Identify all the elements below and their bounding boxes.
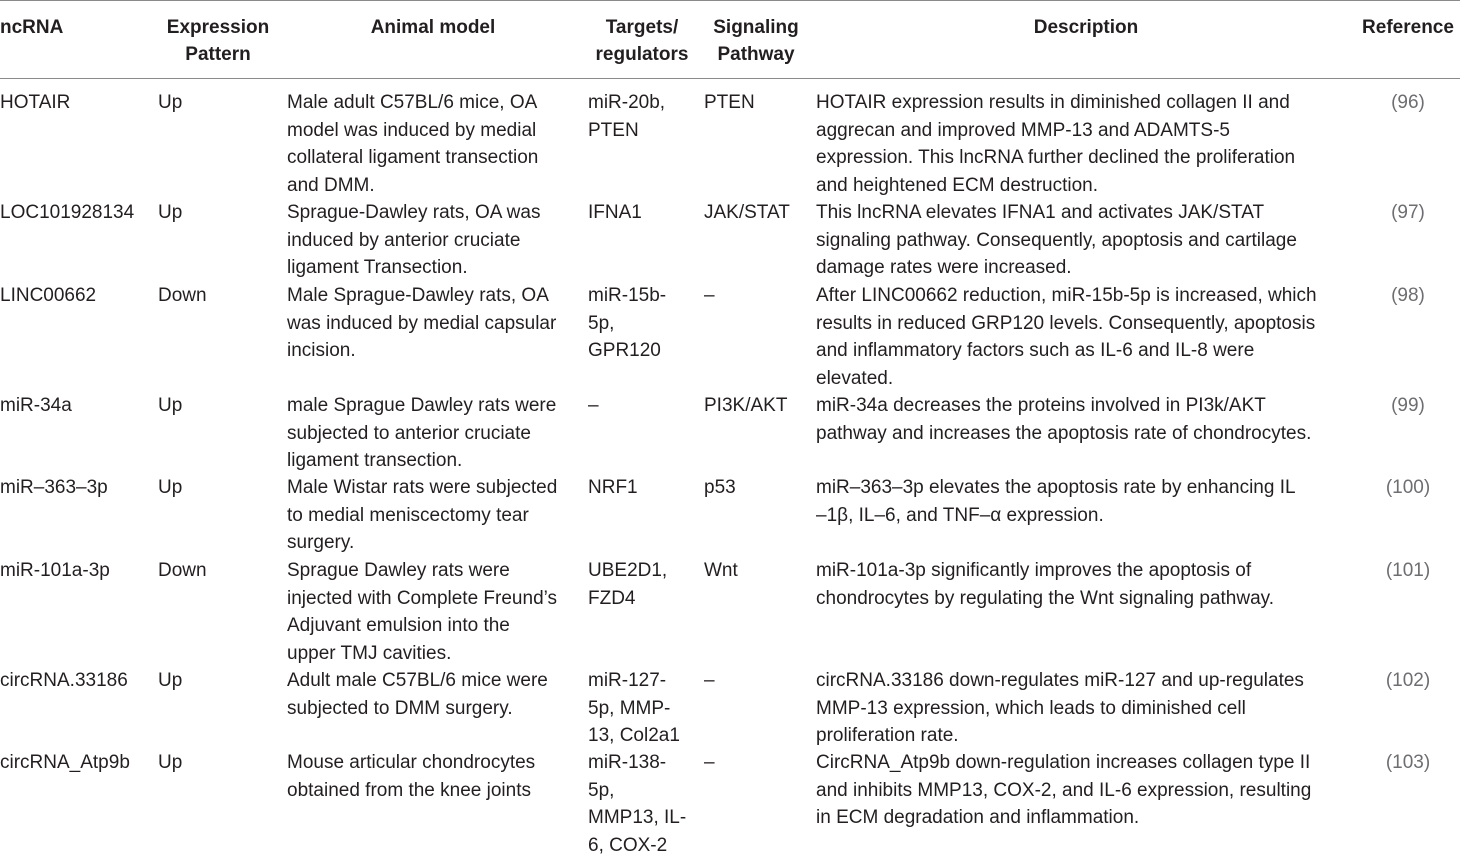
cell-reference: (99) xyxy=(1391,395,1425,416)
cell-description: miR-34a decreases the proteins involved in PI3k/AKT pathway and increases the apoptosis rate of chondrocytes. xyxy=(816,395,1312,444)
cell-ncrna: LOC101928134 xyxy=(0,202,135,223)
cell-animal-model: Male adult C57BL/6 mice, OA model was induced by medial collateral ligament transection and DMM. xyxy=(287,92,539,196)
cell-expression: Up xyxy=(158,670,183,691)
cell-animal-model: Adult male C57BL/6 mice were subjected to DMM surgery. xyxy=(287,670,548,719)
cell-ncrna: circRNA_Atp9b xyxy=(0,752,130,773)
cell-expression: Up xyxy=(158,202,183,223)
cell-description: After LINC00662 reduction, miR-15b-5p is increased, which results in reduced GRP120 levels. Consequently, apoptosis and inflammatory factors such as IL-6 and IL-8 were elevated. xyxy=(816,285,1317,389)
cell-pathway: – xyxy=(704,752,715,773)
cell-targets: NRF1 xyxy=(588,477,638,498)
cell-ncrna: miR–363–3p xyxy=(0,477,108,498)
cell-targets: – xyxy=(588,395,599,416)
header-description: Description xyxy=(1033,17,1139,38)
cell-pathway: – xyxy=(704,285,715,306)
cell-ncrna: miR-101a-3p xyxy=(0,560,110,581)
header-ncrna: ncRNA xyxy=(0,17,64,38)
cell-description: circRNA.33186 down-regulates miR-127 and up-regulates MMP-13 expression, which leads to diminished cell proliferation rate. xyxy=(816,670,1304,746)
cell-pathway: p53 xyxy=(704,477,736,498)
cell-pathway: PTEN xyxy=(704,92,755,113)
cell-expression: Down xyxy=(158,560,207,581)
cell-animal-model: Sprague Dawley rats were injected with Complete Freund’s Adjuvant emulsion into the upper TMJ cavities. xyxy=(287,560,558,664)
cell-targets: miR-20b, PTEN xyxy=(588,92,666,141)
cell-pathway: Wnt xyxy=(704,560,738,581)
cell-reference: (98) xyxy=(1391,285,1425,306)
cell-animal-model: Mouse articular chondrocytes obtained from the knee joints xyxy=(287,752,536,801)
cell-expression: Up xyxy=(158,395,183,416)
cell-description: miR–363–3p elevates the apoptosis rate by enhancing IL –1β, IL–6, and TNF–α expression. xyxy=(816,477,1296,526)
cell-targets: miR-138- 5p, MMP13, IL- 6, COX-2 xyxy=(588,752,687,856)
header-bottom-rule xyxy=(0,78,1460,79)
cell-reference: (103) xyxy=(1385,752,1431,773)
cell-ncrna: LINC00662 xyxy=(0,285,97,306)
cell-description: HOTAIR expression results in diminished collagen II and aggrecan and improved MMP-13 and ADAMTS-5 expression. This lncRNA further declined the proliferation and heightened ECM destruction. xyxy=(816,92,1296,196)
table-top-rule xyxy=(0,0,1460,1)
cell-targets: IFNA1 xyxy=(588,202,642,223)
header-reference: Reference xyxy=(1362,17,1454,38)
header-animal-model: Animal model xyxy=(370,17,496,38)
cell-reference: (100) xyxy=(1385,477,1431,498)
cell-animal-model: Male Wistar rats were subjected to medial meniscectomy tear surgery. xyxy=(287,477,558,553)
cell-ncrna: HOTAIR xyxy=(0,92,71,113)
cell-animal-model: male Sprague Dawley rats were subjected to anterior cruciate ligament transection. xyxy=(287,395,557,471)
cell-pathway: PI3K/AKT xyxy=(704,395,788,416)
cell-description: CircRNA_Atp9b down-regulation increases collagen type II and inhibits MMP13, COX-2, and IL-6 expression, resulting in ECM degradation and inflammation. xyxy=(816,752,1312,828)
header-expression-pattern: Expression Pattern xyxy=(166,17,270,65)
cell-pathway: JAK/STAT xyxy=(704,202,790,223)
cell-description: This lncRNA elevates IFNA1 and activates JAK/STAT signaling pathway. Consequently, apoptosis and cartilage damage rates were increased. xyxy=(816,202,1297,278)
cell-targets: miR-15b- 5p, GPR120 xyxy=(588,285,667,361)
cell-ncrna: miR-34a xyxy=(0,395,72,416)
cell-expression: Up xyxy=(158,752,183,773)
cell-animal-model: Male Sprague-Dawley rats, OA was induced by medial capsular incision. xyxy=(287,285,557,361)
cell-ncrna: circRNA.33186 xyxy=(0,670,128,691)
cell-reference: (102) xyxy=(1385,670,1431,691)
cell-expression: Up xyxy=(158,92,183,113)
cell-description: miR-101a-3p significantly improves the apoptosis of chondrocytes by regulating the Wnt signaling pathway. xyxy=(816,560,1275,609)
header-signaling-pathway: Signaling Pathway xyxy=(713,17,799,65)
cell-reference: (101) xyxy=(1385,560,1431,581)
cell-expression: Up xyxy=(158,477,183,498)
cell-targets: miR-127- 5p, MMP- 13, Col2a1 xyxy=(588,670,680,746)
cell-pathway: – xyxy=(704,670,715,691)
header-targets-regulators: Targets/ regulators xyxy=(595,17,689,65)
cell-expression: Down xyxy=(158,285,207,306)
cell-reference: (97) xyxy=(1391,202,1425,223)
cell-reference: (96) xyxy=(1391,92,1425,113)
cell-targets: UBE2D1, FZD4 xyxy=(588,560,668,609)
cell-animal-model: Sprague-Dawley rats, OA was induced by anterior cruciate ligament Transection. xyxy=(287,202,541,278)
